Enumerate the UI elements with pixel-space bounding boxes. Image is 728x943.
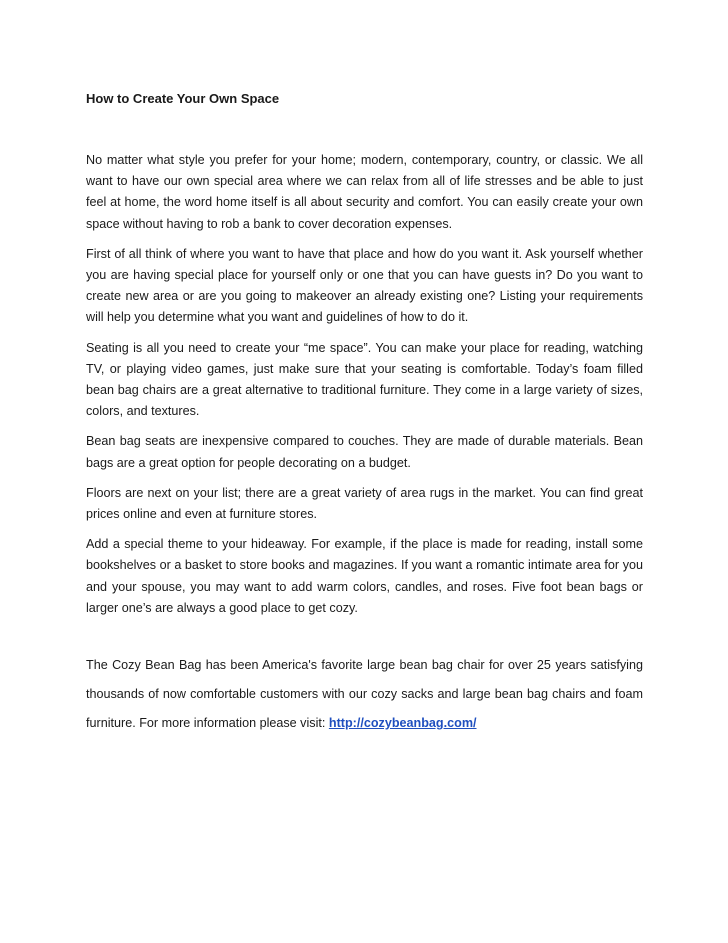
paragraph-3: Seating is all you need to create your “me space”. You can make your place for reading, watching TV, or playing video games, just make sure that your seating is comfortable. Today’s foam filled bean bag chairs are a great alternative to traditional furniture. They come in a large variety of sizes, colors, and textures. — [86, 340, 643, 419]
paragraph-6: Add a special theme to your hideaway. For example, if the place is made for reading, install some bookshelves or a basket to store books and magazines. If you want a romantic intimate area for you and your spouse, you may want to add warm colors, candles, and roses. Five foot bean bags or larger one’s are always a good place to get cozy. — [86, 537, 643, 615]
closing-paragraph — [86, 651, 643, 738]
document-title: How to Create Your Own Space — [86, 91, 280, 106]
paragraph-5: Floors are next on your list; there are a great variety of area rugs in the market. You can find great prices online and even at furniture stores. — [86, 485, 643, 522]
closing-text: The Cozy Bean Bag has been America's favorite large bean bag chair for over 25 years satisfying thousands of now comfortable customers with our cozy sacks and large bean bag chairs and foam furniture. For more information please visit: — [86, 658, 643, 730]
paragraph-1: No matter what style you prefer for your home; modern, contemporary, country, or classic. We all want to have our own special area where we can relax from all of life stresses and be able to just feel at home, the word home itself is all about security and comfort. You can easily create your own space without having to rob a bank to cover decoration expenses. — [86, 153, 643, 231]
website-link[interactable]: http://cozybeanbag.com/ — [328, 716, 477, 730]
paragraph-4: Bean bag seats are inexpensive compared to couches. They are made of durable materials. Bean bags are a great option for people decorating on a budget. — [86, 434, 643, 470]
document-body — [86, 150, 643, 628]
paragraph-2: First of all think of where you want to have that place and how do you want it. Ask yourself whether you are having special place for yourself only or one that you can have guests in? Do you want to create new area or are you going to makeover an already existing one? Listing your requirements will help you determine what you want and guidelines of how to do it. — [86, 246, 643, 325]
